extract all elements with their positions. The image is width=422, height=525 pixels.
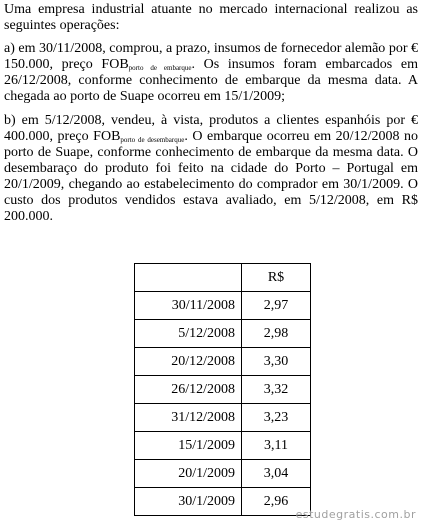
table-row [135, 488, 311, 516]
rate-cell: 2,98 [242, 320, 311, 348]
value-column-header: R$ [242, 264, 311, 292]
question-document [4, 2, 418, 237]
rate-cell: 2,96 [242, 488, 311, 516]
date-cell: 30/1/2009 [135, 488, 242, 516]
intro-paragraph: Uma empresa industrial atuante no mercado internacional realizou as seguintes operações: [4, 2, 418, 33]
rate-cell: 2,97 [242, 292, 311, 320]
exchange-rate-table [134, 263, 311, 516]
rate-cell: 3,30 [242, 348, 311, 376]
date-cell: 30/11/2008 [135, 292, 242, 320]
table-row [135, 376, 311, 404]
table-row [135, 404, 311, 432]
date-column-header [135, 264, 242, 292]
table-row [135, 320, 311, 348]
item-a-subscript: porto de embarque [128, 64, 192, 72]
rate-cell: 3,11 [242, 432, 311, 460]
item-b-paragraph [4, 113, 418, 225]
date-cell: 31/12/2008 [135, 404, 242, 432]
date-cell: 20/12/2008 [135, 348, 242, 376]
item-a-text-end: . Os insumos foram embarcados em 26/12/2008, conforme conhecimento de embarque da mesma data. A chegada ao porto de Suape ocorreu em 15/1/2009; [4, 57, 418, 104]
item-b-text-start: b) em 5/12/2008, vendeu, à vista, produtos a clientes espanhóis por € 400.000, preço FOB [4, 113, 418, 144]
table-header-row [135, 264, 311, 292]
date-cell: 26/12/2008 [135, 376, 242, 404]
site-watermark: estudegratis.com.br [295, 508, 416, 521]
item-b-text-end: . O embarque ocorreu em 20/12/2008 no porto de Suape, conforme conhecimento de embarque da mesma data. O desembaraço do produto foi feito na cidade do Porto – Portugal em 20/1/2009, chegando ao estabelecimento do comprador em 30/1/2009. O custo dos produtos vendidos estava avaliado, em 5/12/2008, em R$ 200.000. [4, 129, 418, 224]
date-cell: 5/12/2008 [135, 320, 242, 348]
table-row [135, 432, 311, 460]
date-cell: 15/1/2009 [135, 432, 242, 460]
item-b-subscript: porto de desembarque [120, 136, 185, 144]
rate-cell: 3,04 [242, 460, 311, 488]
rate-cell: 3,32 [242, 376, 311, 404]
table-row [135, 292, 311, 320]
table-row [135, 348, 311, 376]
item-a-text-start: a) em 30/11/2008, comprou, a prazo, insumos de fornecedor alemão por € 150.000, preço FOB [4, 41, 418, 72]
date-cell: 20/1/2009 [135, 460, 242, 488]
item-a-paragraph [4, 41, 418, 105]
rate-cell: 3,23 [242, 404, 311, 432]
table-row [135, 460, 311, 488]
